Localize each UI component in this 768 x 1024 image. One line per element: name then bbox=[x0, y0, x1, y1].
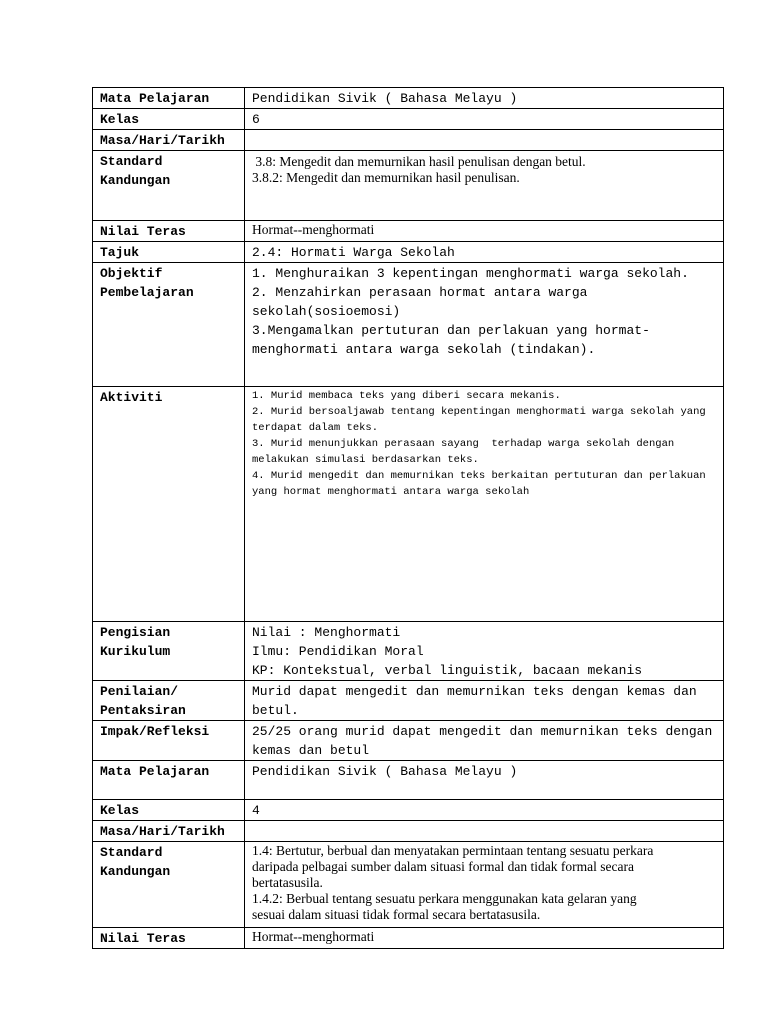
label-line: Penilaian/ bbox=[100, 684, 179, 699]
row-value: 6 bbox=[245, 109, 724, 130]
table-row bbox=[93, 221, 724, 242]
row-value: Pendidikan Sivik ( Bahasa Melayu ) bbox=[245, 761, 724, 800]
value-line: 2. Murid bersoaljawab tentang kepentingan menghormati warga sekolah yang bbox=[252, 406, 706, 418]
label-line: Pengisian bbox=[100, 625, 171, 640]
row-value bbox=[245, 622, 724, 681]
row-label: Impak/Refleksi bbox=[93, 721, 245, 761]
table-row bbox=[93, 928, 724, 949]
row-label bbox=[93, 151, 245, 221]
row-value bbox=[245, 387, 724, 622]
value-line: betul. bbox=[252, 703, 299, 718]
value-line: 2. Menzahirkan perasaan hormat antara warga bbox=[252, 285, 588, 300]
value-line: 3.8.2: Mengedit dan memurnikan hasil penulisan. bbox=[252, 170, 520, 185]
value-line: Murid dapat mengedit dan memurnikan teks dengan kemas dan bbox=[252, 684, 697, 699]
table-row bbox=[93, 622, 724, 681]
value-line: 1. Menghuraikan 3 kepentingan menghormati warga sekolah. bbox=[252, 266, 689, 281]
table-row bbox=[93, 821, 724, 842]
value-line: melakukan simulasi berdasarkan teks. bbox=[252, 454, 479, 466]
row-value bbox=[245, 263, 724, 387]
value-line: kemas dan betul bbox=[252, 743, 370, 758]
label-line: Standard bbox=[100, 845, 163, 860]
row-label bbox=[93, 263, 245, 387]
value-line: 25/25 orang murid dapat mengedit dan memurnikan teks dengan bbox=[252, 724, 713, 739]
table-row bbox=[93, 842, 724, 928]
row-label: Mata Pelajaran bbox=[93, 88, 245, 109]
table-row bbox=[93, 151, 724, 221]
table-row bbox=[93, 130, 724, 151]
table-row bbox=[93, 242, 724, 263]
row-label bbox=[93, 681, 245, 721]
row-value bbox=[245, 721, 724, 761]
value-line: yang hormat menghormati antara warga sekolah bbox=[252, 486, 530, 498]
value-line: 1. Murid membaca teks yang diberi secara mekanis. bbox=[252, 390, 561, 402]
table-row bbox=[93, 721, 724, 761]
row-value: Hormat--menghormati bbox=[245, 221, 724, 242]
label-line: Kandungan bbox=[100, 864, 171, 879]
row-label: Aktiviti bbox=[93, 387, 245, 622]
row-label: Kelas bbox=[93, 800, 245, 821]
value-line: KP: Kontekstual, verbal linguistik, bacaan mekanis bbox=[252, 663, 643, 678]
row-label: Nilai Teras bbox=[93, 928, 245, 949]
value-line: 3. Murid menunjukkan perasaan sayang terhadap warga sekolah dengan bbox=[252, 438, 675, 450]
value-line: menghormati antara warga sekolah (tindakan). bbox=[252, 342, 596, 357]
table-row bbox=[93, 88, 724, 109]
value-line: 1.4: Bertutur, berbual dan menyatakan permintaan tentang sesuatu perkara bbox=[252, 843, 654, 858]
value-line: 3.8: Mengedit dan memurnikan hasil penulisan dengan betul. bbox=[252, 154, 586, 169]
label-line: Pembelajaran bbox=[100, 285, 194, 300]
label-line: Pentaksiran bbox=[100, 703, 186, 718]
row-value: Hormat--menghormati bbox=[245, 928, 724, 949]
label-line: Kurikulum bbox=[100, 644, 171, 659]
value-line: Ilmu: Pendidikan Moral bbox=[252, 644, 424, 659]
row-label bbox=[93, 842, 245, 928]
value-line: bertatasusila. bbox=[252, 875, 323, 890]
row-label: Masa/Hari/Tarikh bbox=[93, 130, 245, 151]
row-value bbox=[245, 151, 724, 221]
value-line: 3.Mengamalkan pertuturan dan perlakuan yang hormat- bbox=[252, 323, 650, 338]
value-line: daripada pelbagai sumber dalam situasi formal dan tidak formal secara bbox=[252, 859, 634, 874]
row-label: Mata Pelajaran bbox=[93, 761, 245, 800]
label-line: Kandungan bbox=[100, 173, 171, 188]
value-line: sesuai dalam situasi tidak formal secara bertatasusila. bbox=[252, 907, 541, 922]
table-row bbox=[93, 387, 724, 622]
lesson-plan-table bbox=[92, 87, 724, 949]
row-value bbox=[245, 821, 724, 842]
label-line: Objektif bbox=[100, 266, 163, 281]
row-value bbox=[245, 681, 724, 721]
value-line: 4. Murid mengedit dan memurnikan teks berkaitan pertuturan dan perlakuan bbox=[252, 470, 706, 482]
table-row bbox=[93, 109, 724, 130]
row-label bbox=[93, 622, 245, 681]
row-value bbox=[245, 130, 724, 151]
label-line: Standard bbox=[100, 154, 163, 169]
table-row bbox=[93, 761, 724, 800]
value-line: Nilai : Menghormati bbox=[252, 625, 401, 640]
table-row bbox=[93, 800, 724, 821]
row-label: Kelas bbox=[93, 109, 245, 130]
row-value: 4 bbox=[245, 800, 724, 821]
value-line: terdapat dalam teks. bbox=[252, 422, 379, 434]
row-label: Nilai Teras bbox=[93, 221, 245, 242]
table-row bbox=[93, 263, 724, 387]
value-line: 1.4.2: Berbual tentang sesuatu perkara menggunakan kata gelaran yang bbox=[252, 891, 637, 906]
row-value: 2.4: Hormati Warga Sekolah bbox=[245, 242, 724, 263]
value-line: sekolah(sosioemosi) bbox=[252, 304, 401, 319]
row-value bbox=[245, 842, 724, 928]
table-row bbox=[93, 681, 724, 721]
row-label: Masa/Hari/Tarikh bbox=[93, 821, 245, 842]
row-value: Pendidikan Sivik ( Bahasa Melayu ) bbox=[245, 88, 724, 109]
row-label: Tajuk bbox=[93, 242, 245, 263]
